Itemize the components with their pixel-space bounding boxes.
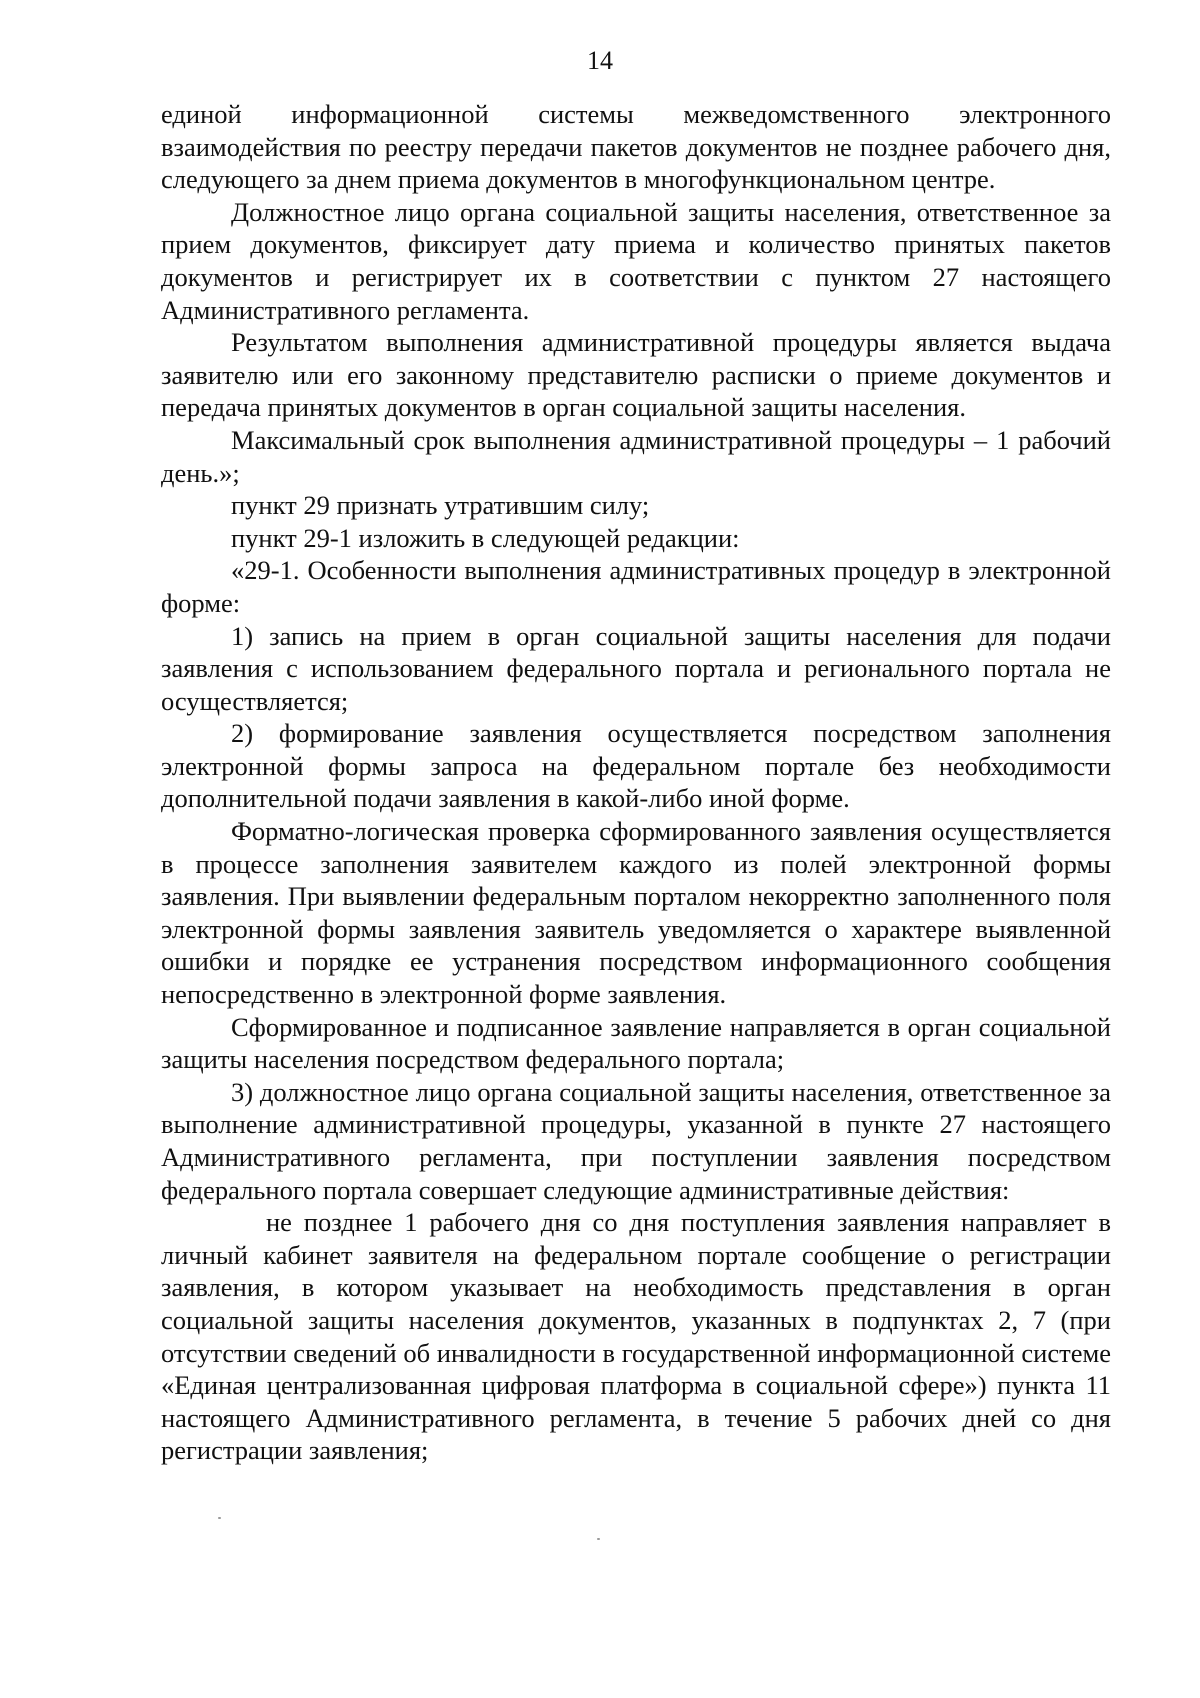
paragraph-format-check: Форматно-логическая проверка сформированного заявления осуществляется в процессе заполнения заявителем каждого из полей электронной формы заявления. При выявлении федеральным порталом некорректно заполненного поля электронной формы заявления заявитель уведомляется о характере выявленной ошибки и порядке ее устранения посредством информационного сообщения непосредственно в электронной форме заявления. bbox=[161, 816, 1111, 1010]
paragraph-item-29: пункт 29 признать утратившим силу; bbox=[231, 490, 650, 521]
paragraph-subitem-2: 2) формирование заявления осуществляется посредством заполнения электронной формы запроса на федеральном портале без необходимости дополнительной подачи заявления в какой-либо иной форме. bbox=[161, 718, 1111, 814]
paragraph-continuation: единой информационной системы межведомственного электронного взаимодействия по реестру передачи пакетов документов не позднее рабочего дня, следующего за днем приема документов в многофункциональном центре. bbox=[161, 99, 1111, 195]
document-body bbox=[161, 98, 1111, 1467]
paragraph-registration-notice: не позднее 1 рабочего дня со дня поступления заявления направляет в личный кабинет заявителя на федеральном портале сообщение о регистрации заявления, в котором указывает на необходимость представления в орган социальной защиты населения документов, указанных в подпунктах 2, 7 (при отсутствии сведений об инвалидности в государственной информационной системе «Единая централизованная цифровая платформа в социальной сфере») пункта 11 настоящего Административного регламента, в течение 5 рабочих дней со дня регистрации заявления; bbox=[161, 1207, 1111, 1466]
paragraph-procedure-result: Результатом выполнения административной процедуры является выдача заявителю или его законному представителю расписки о приеме документов и передача принятых документов в орган социальной защиты населения. bbox=[161, 327, 1111, 423]
paragraph-max-term: Максимальный срок выполнения административной процедуры – 1 рабочий день.»; bbox=[161, 424, 1111, 488]
paragraph-responsible-official: Должностное лицо органа социальной защиты населения, ответственное за прием документов, фиксирует дату приема и количество принятых пакетов документов и регистрирует их в соответствии с пунктом 27 настоящего Административного регламента. bbox=[161, 196, 1111, 325]
paragraph-subitem-1: 1) запись на прием в орган социальной защиты населения для подачи заявления с использованием федерального портала и регионального портала не осуществляется; bbox=[161, 620, 1111, 716]
paragraph-item-29-1-heading: «29-1. Особенности выполнения административных процедур в электронной форме: bbox=[161, 555, 1111, 618]
paragraph-item-29-1-intro: пункт 29-1 изложить в следующей редакции: bbox=[231, 522, 740, 553]
scan-speck bbox=[597, 1538, 600, 1540]
scan-speck bbox=[218, 1517, 221, 1519]
page-number: 14 bbox=[587, 46, 613, 75]
paragraph-subitem-3: 3) должностное лицо органа социальной защиты населения, ответственное за выполнение административной процедуры, указанной в пункте 27 настоящего Административного регламента, при поступлении заявления посредством федерального портала совершает следующие административные действия: bbox=[161, 1076, 1111, 1205]
paragraph-signed-application: Сформированное и подписанное заявление направляется в орган социальной защиты населения посредством федерального портала; bbox=[161, 1011, 1111, 1075]
